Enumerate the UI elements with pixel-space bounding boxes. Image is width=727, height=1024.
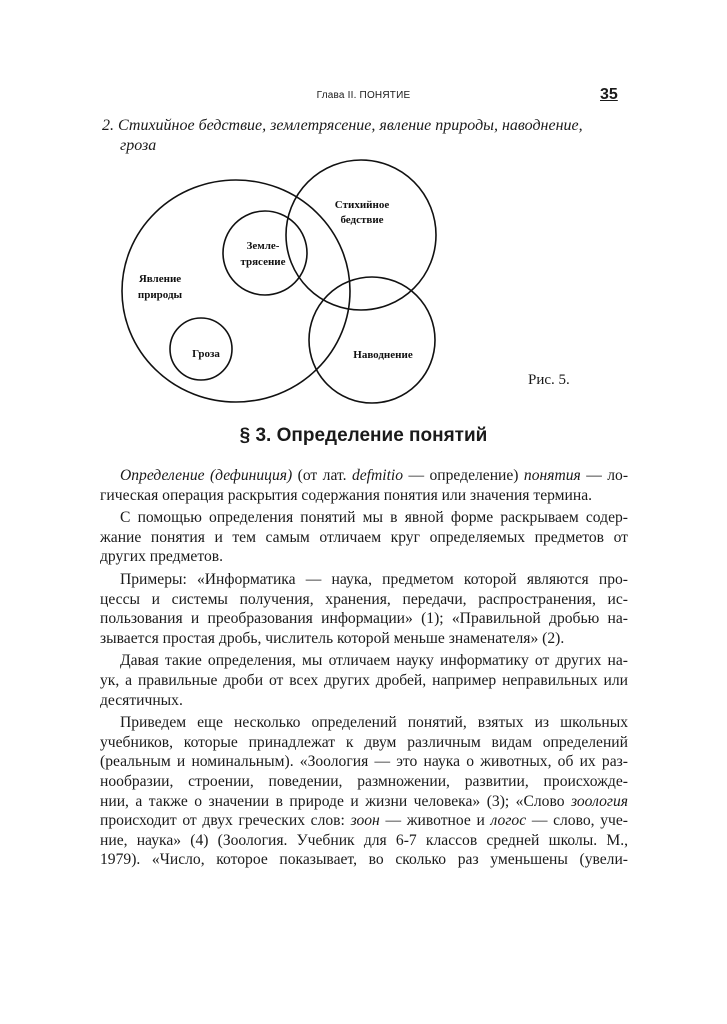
text-line [100,486,628,506]
text-segment: учебников, которые принадлежат к двум различным видам определений [100,733,628,751]
italic-term: Определение (дефиниция) [120,467,293,484]
text-line [100,811,628,831]
italic-term: зоон [350,812,380,830]
text-segment: пользования и преобразования информации» (1); «Правильной дробью на- [100,610,628,628]
page-number: 35 [600,86,618,103]
text-line [100,528,628,548]
text-segment: — животное и [379,812,491,830]
text-segment: (от лат. [292,467,352,484]
italic-term: понятия [523,467,581,484]
text-line [100,792,628,812]
text-line [100,590,628,610]
text-segment: цессы и системы получения, хранения, передачи, распространения, ис- [100,590,628,608]
text-line [100,831,628,851]
text-segment: ук, а правильные дроби от всех других дробей, например неправильных или [100,671,628,689]
label-nature: Явление [138,273,182,285]
text-segment: происходит от двух греческих слов: [100,812,351,830]
text-segment: Примеры: «Информатика — наука, предметом которой являются про- [120,570,628,588]
text-line [100,691,628,711]
text-line [100,671,628,691]
text-line [100,713,628,733]
circle-disaster [286,160,436,310]
text-segment: — определение) [403,467,524,484]
text-segment: — ло- [580,467,629,484]
text-line [100,466,628,486]
circle-flood [309,277,435,403]
paragraph [100,508,628,567]
italic-term: логос [490,812,527,830]
text-line [100,629,628,649]
section-heading: § 3. Определение понятий [239,425,488,446]
paragraph [100,570,628,648]
text-segment: нии, а также о значении в природе и жизни человека» (3); «Слово [100,792,571,810]
text-segment: ние, наука» (4) (Зоология. Учебник для 6-7 классов средней школы. М., [100,831,628,849]
text-line [100,752,628,772]
running-title: Глава II. ПОНЯТИЕ [316,90,411,101]
label-disaster: бедствие [340,214,384,226]
text-line [100,609,628,629]
example-line: гроза [120,137,157,154]
text-line [100,733,628,753]
label-earthquake: трясение [240,256,286,268]
text-line [100,651,628,671]
figure-caption: Рис. 5. [528,372,570,388]
venn-diagram [0,0,727,460]
body-text [100,466,628,873]
label-earthquake: Земле- [246,240,280,252]
text-line [100,850,628,870]
text-line [100,547,628,567]
label-flood: Наводнение [353,349,413,361]
text-segment: (реальным и номинальным). «Зоология — это наука о животных, об их раз- [100,753,628,771]
italic-term: зоология [571,792,628,810]
paragraph [100,651,628,710]
text-segment: С помощью определения понятий мы в явной форме раскрываем содер- [120,509,628,527]
label-disaster: Стихийное [334,199,390,211]
text-segment: десятичных. [100,691,183,709]
text-line [100,772,628,792]
italic-term: defmitio [351,467,404,484]
text-line [100,570,628,590]
text-segment: 1979). «Число, которое показывает, во сколько раз уменьшены (увели- [100,851,628,869]
text-segment: — слово, уче- [526,812,628,830]
text-segment: гическая операция раскрытия содержания понятия или значения термина. [100,486,593,504]
example-line: 2. Стихийное бедствие, землетрясение, явление природы, наводнение, [102,117,583,134]
text-line [100,508,628,528]
paragraph [100,713,628,870]
text-segment: зывается простая дробь, числитель которой меньше знаменателя» (2). [100,629,565,647]
text-segment: нообразии, строении, поведении, размножении, развитии, происхожде- [100,772,628,790]
text-segment: жание понятия и тем самым отличаем круг определяемых предметов от [100,528,628,546]
label-nature: природы [137,289,183,301]
text-segment: других предметов. [100,548,224,566]
text-segment: Давая такие определения, мы отличаем науку информатику от других на- [120,652,628,670]
label-storm: Гроза [192,348,220,360]
paragraph [100,466,628,505]
text-segment: Приведем еще несколько определений понятий, взятых из школьных [120,714,628,732]
circle-earthquake [223,211,307,295]
